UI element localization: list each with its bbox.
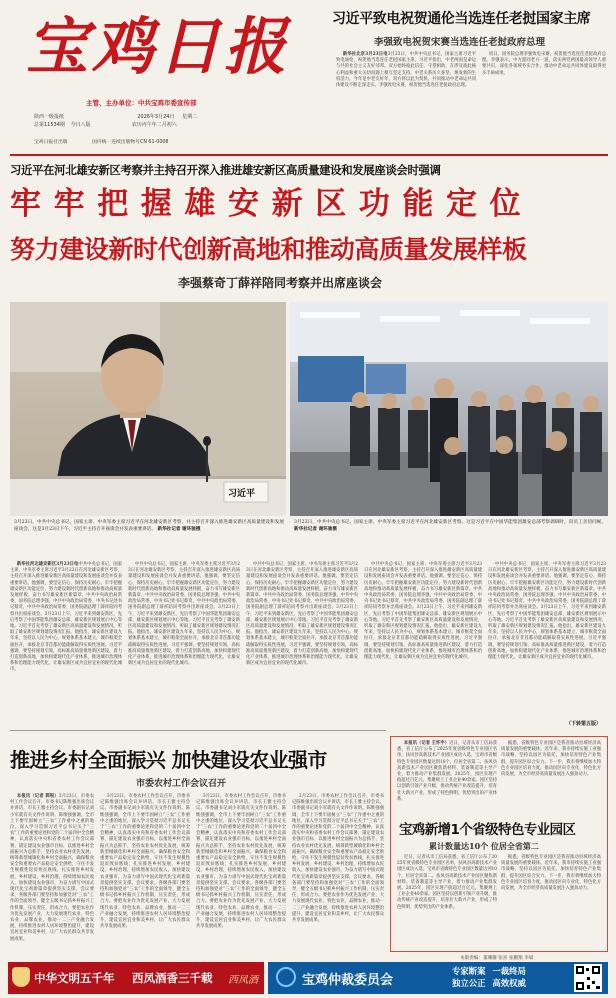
rural-body-text-2: 3月23日，市委农村工作会议召开，市委书记陈维强出席会议并讲话，市长王雅主持会议。市委副书记刘小军就有关文件作说明。陈维强强调，全市上下要牢固树立“三农”工作重中之重的地位，深入学习贯彻习近平总书记关于“三农”工作的重要论述和党的二十届四中全会精神，认真落实中央和省委农村工作会议部署，锚定建设农业强市目标，以推进乡村全面振兴为总抓手，坚持农业农村优先发展，统筹新型城镇化和乡村全面振兴，确保粮食安全和重要农产品稳定安全供给，守住不发生规模性返贫致贫底线，扎实推进乡村发展、乡村建设、乡村治理，持续增加农民收入，加快建设农业强市，为奋力谱写中国式现代化宝鸡新篇章提供坚实支撑。会议要求，各级各部门要坚持和加强党对“三农”工作的全面领导，健全五级书记抓乡村振兴工作机制，压实责任，形成合力。要把农业作为优先发展产业，大力发展现代农业、特色农业、品牌农业，推动一二三产业融合发展，持续推进农村人居环境整治提升，建设宜居宜业和美乡村，让广大农民群众共享发展成果。 xyxy=(100,794,190,930)
main-body-text-3: 中共中央总书记、国家主席、中央军委主席习近平3月23日在河北雄安新区考察，主持召开深入推进雄安新区高质量建设和发展座谈会并发表重要讲话。他强调，要坚定信心、保持历史耐心，牢牢把握雄安新区功能定位，努力建设新时代创新高地和推动高质量发展样板，奋力书写雄安新区新篇章。中共中央政治局常委、国务院总理李强，中共中央政治局常委、中央书记处书记蔡奇，中共中央政治局常委、国务院副总理丁薛祥陪同考察并出席座谈会。3月23日上午，习近平来到雄安新区，先后考察了中国华能集团雄安总部、雄安新区规划展示中心等地。习近平首先考察了雄安新区高质量建设和发展情况，听取了雄安新区规划建设情况汇报。他指出，雄安新区建设九年来，坚持以人民为中心，规划体系基本建立，城市框架全面拉开，承接北京非首都功能疏解取得实质性进展。习近平强调，要坚持规划引领，高标准高质量推进新区建设，着力打造创新高地，加快构建现代化产业体系，推进城市治理体系和治理能力现代化，让雄安新区成为宜居宜业的现代化城市。 xyxy=(246,562,358,667)
arbitration-title: 宝鸡仲裁委员会 xyxy=(302,973,394,988)
rural-body-text-3: 3月23日，市委农村工作会议召开，市委书记陈维强出席会议并讲话，市长王雅主持会议。市委副书记刘小军就有关文件作说明。陈维强强调，全市上下要牢固树立“三农”工作重中之重的地位，深入学习贯彻习近平总书记关于“三农”工作的重要论述和党的二十届四中全会精神，认真落实中央和省委农村工作会议部署，锚定建设农业强市目标，以推进乡村全面振兴为总抓手，坚持农业农村优先发展，统筹新型城镇化和乡村全面振兴，确保粮食安全和重要农产品稳定安全供给，守住不发生规模性返贫致贫底线，扎实推进乡村发展、乡村建设、乡村治理，持续增加农民收入，加快建设农业强市，为奋力谱写中国式现代化宝鸡新篇章提供坚实支撑。会议要求，各级各部门要坚持和加强党对“三农”工作的全面领导，健全五级书记抓乡村振兴工作机制，压实责任，形成合力。要把农业作为优先发展产业，大力发展现代农业、特色农业、品牌农业，推动一二三产业融合发展，持续推进农村人居环境整治提升，建设宜居宜业和美乡村，让广大农民群众共享发展成果。 xyxy=(196,794,286,930)
masthead-sponsor: 主管、主办单位：中共宝鸡市委宣传部 xyxy=(86,99,197,107)
slogan-4: 高效权威 xyxy=(492,978,526,988)
side-subhead: 累计数量达10个 位居全省第二 xyxy=(429,841,539,851)
top-story-headline: 习近平致电祝贺通伦当选连任老挝国家主席 xyxy=(332,11,591,27)
masthead-cn: 国内统一连续出版物号CN 61-0008 xyxy=(92,140,169,145)
main-dateline: 新华社河北雄安新区3月23日电 xyxy=(16,562,79,567)
rural-body-text-4: 3月23日，市委农村工作会议召开，市委书记陈维强出席会议并讲话，市长王雅主持会议。市委副书记刘小军就有关文件作说明。陈维强强调，全市上下要牢固树立“三农”工作重中之重的地位，深入学习贯彻习近平总书记关于“三农”工作的重要论述和党的二十届四中全会精神，认真落实中央和省委农村工作会议部署，锚定建设农业强市目标，以推进乡村全面振兴为总抓手，坚持农业农村优先发展，统筹新型城镇化和乡村全面振兴，确保粮食安全和重要农产品稳定安全供给，守住不发生规模性返贫致贫底线，扎实推进乡村发展、乡村建设、乡村治理，持续增加农民收入，加快建设农业强市，为奋力谱写中国式现代化宝鸡新篇章提供坚实支撑。会议要求，各级各部门要坚持和加强党对“三农”工作的全面领导，健全五级书记抓乡村振兴工作机制，压实责任，形成合力。要把农业作为优先发展产业，大力发展现代农业、特色农业、品牌农业，推动一二三产业融合发展，持续推进农村人居环境整治提升，建设宜居宜业和美乡村，让广大农民群众共享发展成果。 xyxy=(292,794,384,924)
caption-right xyxy=(294,520,606,548)
lunar-date: 农历丙午年二月初六 xyxy=(131,122,177,128)
masthead-title: 宝鸡日报 xyxy=(26,10,291,83)
main-subhead: 李强蔡奇丁薛祥陪同考察并出席座谈会 xyxy=(178,276,383,290)
top-story-body-right xyxy=(482,52,606,150)
issue-number: 总第11534期 xyxy=(34,122,65,128)
ad-arbitration xyxy=(268,962,608,994)
rural-byline: 本报讯（记者 郭锐） xyxy=(16,794,59,799)
photo-visit xyxy=(290,302,608,516)
slogan-1: 专家断案 xyxy=(452,966,486,976)
side-headline: 宝鸡新增1个省级特色专业园区 xyxy=(399,823,576,838)
main-body-text-4: 中共中央总书记、国家主席、中央军委主席习近平3月23日在河北雄安新区考察，主持召开深入推进雄安新区高质量建设和发展座谈会并发表重要讲话。他强调，要坚定信心、保持历史耐心，牢牢把握雄安新区功能定位，努力建设新时代创新高地和推动高质量发展样板，奋力书写雄安新区新篇章。中共中央政治局常委、国务院总理李强，中共中央政治局常委、中央书记处书记蔡奇，中共中央政治局常委、国务院副总理丁薛祥陪同考察并出席座谈会。3月23日上午，习近平来到雄安新区，先后考察了中国华能集团雄安总部、雄安新区规划展示中心等地。习近平首先考察了雄安新区高质量建设和发展情况，听取了雄安新区规划建设情况汇报。他指出，雄安新区建设九年来，坚持以人民为中心，规划体系基本建立，城市框架全面拉开，承接北京非首都功能疏解取得实质性进展。习近平强调，要坚持规划引领，高标准高质量推进新区建设，着力打造创新高地，加快构建现代化产业体系，推进城市治理体系和治理能力现代化，让雄安新区成为宜居宜业的现代化城市。 xyxy=(364,562,482,661)
divider-top xyxy=(10,154,608,156)
ad-xifeng xyxy=(8,962,264,994)
rural-subhead: 市委农村工作会议召开 xyxy=(136,779,227,789)
top-story-text: 3月23日，中共中央总书记、国家主席习近平致电通伦，祝贺他当选连任老挝国家主席。习近平指出，中老两国是命运与共的社会主义友好邻邦。双方始终彼此信任、守望相助，在涉及彼此核心利益和重大关切问题上相互坚定支持。中老关系历久弥坚、焕发新的生机活力。今年是中老友好年，双方将以此为契机，共同推动中老命运共同体建设不断走深走实。李强致电宋赛，祝贺他当选连任老挝政府总理。 xyxy=(336,52,477,89)
slogan-3: 一裁终局 xyxy=(492,966,526,976)
main-body-text: 中共中央总书记、国家主席、中央军委主席习近平3月23日在河北雄安新区考察，主持召开深入推进雄安新区高质量建设和发展座谈会并发表重要讲话。他强调，要坚定信心、保持历史耐心，牢牢把握雄安新区功能定位，努力建设新时代创新高地和推动高质量发展样板，奋力书写雄安新区新篇章。中共中央政治局常委、国务院总理李强，中共中央政治局常委、中央书记处书记蔡奇，中共中央政治局常委、国务院副总理丁薛祥陪同考察并出席座谈会。3月23日上午，习近平来到雄安新区，先后考察了中国华能集团雄安总部、雄安新区规划展示中心等地。习近平首先考察了雄安新区高质量建设和发展情况，听取了雄安新区规划建设情况汇报。他指出，雄安新区建设九年来，坚持以人民为中心，规划体系基本建立，城市框架全面拉开，承接北京非首都功能疏解取得实质性进展。习近平强调，要坚持规划引领，高标准高质量推进新区建设，着力打造创新高地，加快构建现代化产业体系，推进城市治理体系和治理能力现代化，让雄安新区成为宜居宜业的现代化城市。 xyxy=(10,562,123,673)
caption-left-credit: 新华社记者 谢环驰摄 xyxy=(157,526,201,532)
rural-body-text: 3月23日，市委农村工作会议召开，市委书记陈维强出席会议并讲话，市长王雅主持会议。市委副书记刘小军就有关文件作说明。陈维强强调，全市上下要牢固树立“三农”工作重中之重的地位，深入学习贯彻习近平总书记关于“三农”工作的重要论述和党的二十届四中全会精神，认真落实中央和省委农村工作会议部署，锚定建设农业强市目标，以推进乡村全面振兴为总抓手，坚持农业农村优先发展，统筹新型城镇化和乡村全面振兴，确保粮食安全和重要农产品稳定安全供给，守住不发生规模性返贫致贫底线，扎实推进乡村发展、乡村建设、乡村治理，持续增加农民收入，加快建设农业强市，为奋力谱写中国式现代化宝鸡新篇章提供坚实支撑。会议要求，各级各部门要坚持和加强党对“三农”工作的全面领导，健全五级书记抓乡村振兴工作机制，压实责任，形成合力。要把农业作为优先发展产业，大力发展现代农业、特色农业、品牌农业，推动一二三产业融合发展，持续推进农村人居环境整治提升，建设宜居宜业和美乡村，让广大农民群众共享发展成果。 xyxy=(10,794,95,942)
photo-meeting xyxy=(10,302,286,516)
photo-visit-image xyxy=(290,302,608,516)
page-editors: 本版责编：董珊珊 张喜 张鹏翔 李斌 xyxy=(460,956,534,961)
rural-body-col-2 xyxy=(100,794,190,952)
main-headline-2: 努力建设新时代创新高地和推动高质量发展样板 xyxy=(10,235,527,264)
top-story-dateline: 新华社北京3月23日电 xyxy=(342,52,388,57)
top-story-text-2: 同日，国务院总理李强致电宋赛，祝贺他当选连任老挝政府总理。李强表示，中方愿同老方一道，落实两党两国最高领导人重要共识，深化各领域务实合作，推动中老命运共同体建设取得更多丰硕成果。 xyxy=(482,52,606,76)
main-body-col-4 xyxy=(364,562,482,702)
top-story-body-left xyxy=(336,52,476,150)
issue-weekday: 星期二 xyxy=(182,114,198,120)
rural-body-col-3 xyxy=(196,794,286,952)
main-body-col-1 xyxy=(10,562,122,702)
caption-right-credit: 新华社记者 谢环驰摄 xyxy=(294,526,337,532)
rural-body-col-1 xyxy=(10,794,94,952)
arbitration-slogans xyxy=(452,965,560,989)
rural-headline: 推进乡村全面振兴 加快建设农业强市 xyxy=(10,748,327,772)
ad-xifeng-logo-icon xyxy=(12,967,30,987)
continued-note: （下转第五版） xyxy=(566,721,602,727)
edition-level: 陕西一级报纸 xyxy=(34,114,65,120)
side-body-text: 近日，记者从市工信局获悉，省工信厅公布了2025年度省级特色专业园区名单，扶风县高新技术产业园区成功入选，宝鸡市省级特色专业园区数量达到10个，位居全省第二。扶风县高新技术产业园区聚焦新材料、装备制造等主导产业，着力推动产业集群发展。2025年，园区实现产值超过百亿元，集聚规上工业企业40余家。园区坚持以创新引领产业升级，推动传统产业改造提升，培育壮大新兴产业，形成了特色鲜明、优势突出的产业体系。 xyxy=(397,741,498,802)
caption-left xyxy=(14,520,284,548)
rural-body-col-4 xyxy=(292,794,384,952)
masthead-site: 宝鸡日报社出版 xyxy=(34,140,68,145)
side-body-text-2: 据悉，省级特色专业园区是我省推动县域经济高质量发展的重要载体。近年来，我市持续实施工业强市战略，坚持以园区为依托，加快培育特色产业集群，提升园区综合实力。下一步，我市将继续加大特色专业园区培育力度，推动园区向专业化、特色化方向发展，为全市经济高质量发展注入强劲动力。 xyxy=(501,741,601,778)
side-body-col-2 xyxy=(501,741,601,797)
top-story xyxy=(326,0,610,152)
slogan-2: 独立公正 xyxy=(452,978,486,988)
main-body-text-5: 中共中央总书记、国家主席、中央军委主席习近平3月23日在河北雄安新区考察，主持召开深入推进雄安新区高质量建设和发展座谈会并发表重要讲话。他强调，要坚定信心、保持历史耐心，牢牢把握雄安新区功能定位，努力建设新时代创新高地和推动高质量发展样板，奋力书写雄安新区新篇章。中共中央政治局常委、国务院总理李强，中共中央政治局常委、中央书记处书记蔡奇，中共中央政治局常委、国务院副总理丁薛祥陪同考察并出席座谈会。3月23日上午，习近平来到雄安新区，先后考察了中国华能集团雄安总部、雄安新区规划展示中心等地。习近平首先考察了雄安新区高质量建设和发展情况，听取了雄安新区规划建设情况汇报。他指出，雄安新区建设九年来，坚持以人民为中心，规划体系基本建立，城市框架全面拉开，承接北京非首都功能疏解取得实质性进展。习近平强调，要坚持规划引领，高标准高质量推进新区建设，着力打造创新高地，加快构建现代化产业体系，推进城市治理体系和治理能力现代化，让雄安新区成为宜居宜业的现代化城市。 xyxy=(488,562,606,661)
page-count: 今日八版 xyxy=(70,122,91,128)
main-headline-1: 牢牢把握雄安新区功能定位 xyxy=(10,186,534,222)
side-body-col-4 xyxy=(501,855,601,929)
issue-date: 2026年3月24日 xyxy=(137,114,175,120)
side-byline: 本报讯（记者 王怀宇） xyxy=(403,741,450,746)
main-kicker: 习近平在河北雄安新区考察并主持召开深入推进雄安新区高质量建设和发展座谈会时强调 xyxy=(10,163,441,177)
main-body-col-2 xyxy=(128,562,240,702)
caption-right-text: 3月23日，中共中央总书记、国家主席、中央军委主席习近平在河北雄安新区考察。这是习近平在中国华能集团雄安总部考察调研时，向员工亲切问候。 xyxy=(294,520,606,525)
qr-code-icon xyxy=(574,964,602,992)
ad-xifeng-text-2: 西凤酒香三千载 xyxy=(132,971,213,985)
divider-mid xyxy=(10,730,386,731)
side-body-col-1 xyxy=(397,741,498,802)
caption-left-text: 3月23日，中共中央总书记、国家主席、中央军委主席习近平在河北雄安新区考察，并主持召开深入推进雄安新区高质量建设和发展座谈会。这是3月23日下午，习近平主持召开座谈会并发表重要讲话。 xyxy=(14,520,284,532)
masthead-edition-info xyxy=(34,113,314,129)
top-story-subhead: 李强致电祝贺宋赛当选连任老挝政府总理 xyxy=(374,37,546,48)
ad-xifeng-text-1: 中华文明五千年 xyxy=(34,971,115,985)
main-body-col-5 xyxy=(488,562,606,718)
main-body-text-2: 中共中央总书记、国家主席、中央军委主席习近平3月23日在河北雄安新区考察，主持召开深入推进雄安新区高质量建设和发展座谈会并发表重要讲话。他强调，要坚定信心、保持历史耐心，牢牢把握雄安新区功能定位，努力建设新时代创新高地和推动高质量发展样板，奋力书写雄安新区新篇章。中共中央政治局常委、国务院总理李强，中共中央政治局常委、中央书记处书记蔡奇，中共中央政治局常委、国务院副总理丁薛祥陪同考察并出席座谈会。3月23日上午，习近平来到雄安新区，先后考察了中国华能集团雄安总部、雄安新区规划展示中心等地。习近平首先考察了雄安新区高质量建设和发展情况，听取了雄安新区规划建设情况汇报。他指出，雄安新区建设九年来，坚持以人民为中心，规划体系基本建立，城市框架全面拉开，承接北京非首都功能疏解取得实质性进展。习近平强调，要坚持规划引领，高标准高质量推进新区建设，着力打造创新高地，加快构建现代化产业体系，推进城市治理体系和治理能力现代化，让雄安新区成为宜居宜业的现代化城市。 xyxy=(128,562,240,667)
arbitration-logo-icon xyxy=(276,967,296,987)
nameplate-text: 习近平 xyxy=(228,489,256,499)
side-body-text-3: 近日，记者从市工信局获悉，省工信厅公布了2025年度省级特色专业园区名单，扶风县高新技术产业园区成功入选，宝鸡市省级特色专业园区数量达到10个，位居全省第二。扶风县高新技术产业园区聚焦新材料、装备制造等主导产业，着力推动产业集群发展。2025年，园区实现产值超过百亿元，集聚规上工业企业40余家。园区坚持以创新引领产业升级，推动传统产业改造提升，培育壮大新兴产业，形成了特色鲜明、优势突出的产业体系。 xyxy=(397,855,497,910)
photo-meeting-image xyxy=(10,302,286,516)
ad-xifeng-brand: 西凤酒 xyxy=(228,975,258,986)
main-body-col-3 xyxy=(246,562,358,702)
side-body-text-4: 据悉，省级特色专业园区是我省推动县域经济高质量发展的重要载体。近年来，我市持续实施工业强市战略，坚持以园区为依托，加快培育特色产业集群，提升园区综合实力。下一步，我市将继续加大特色专业园区培育力度，推动园区向专业化、特色化方向发展，为全市经济高质量发展注入强劲动力。 xyxy=(501,855,601,892)
side-story-box xyxy=(390,736,608,952)
side-body-col-3 xyxy=(397,855,497,929)
